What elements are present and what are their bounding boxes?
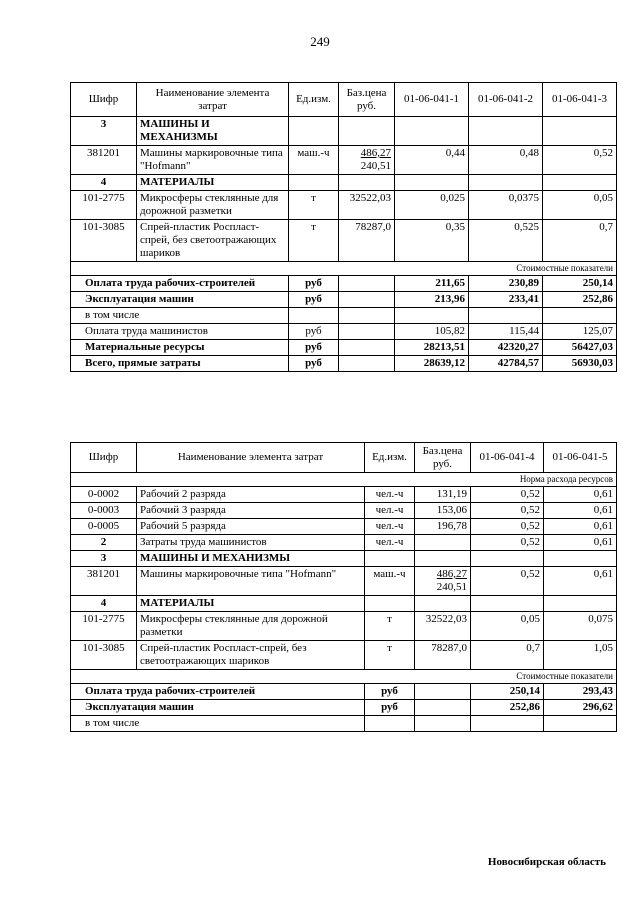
cost-value: 213,96 [395, 292, 469, 308]
row-name: Рабочий 2 разряда [137, 487, 365, 503]
cost-value: 42784,57 [469, 356, 543, 372]
table-row [71, 700, 617, 716]
cost-unit: руб [289, 292, 339, 308]
row-value: 0,52 [471, 487, 544, 503]
table-row [71, 220, 617, 262]
row-unit: чел.-ч [365, 535, 415, 551]
cost-name: в том числе [71, 308, 289, 324]
cost-value: 293,43 [544, 684, 617, 700]
cost-section-title: Стоимостные показатели [71, 262, 617, 276]
header-col-041-4: 01-06-041-4 [471, 443, 544, 473]
cost-unit: руб [289, 356, 339, 372]
table-row [71, 191, 617, 220]
row-code: 0-0005 [71, 519, 137, 535]
table-row [71, 567, 617, 596]
row-price: 131,19 [415, 487, 471, 503]
header-row [71, 443, 617, 473]
cost-value: 105,82 [395, 324, 469, 340]
header-price: Баз.цена руб. [339, 83, 395, 117]
row-value: 0,61 [544, 503, 617, 519]
row-unit: маш.-ч [289, 146, 339, 175]
row-code: 381201 [71, 567, 137, 596]
cost-value: 125,07 [543, 324, 617, 340]
header-row [71, 83, 617, 117]
cost-unit: руб [289, 324, 339, 340]
row-value: 0,61 [544, 535, 617, 551]
header-name: Наименование элемента затрат [137, 83, 289, 117]
row-unit: т [289, 191, 339, 220]
group-code: 3 [71, 551, 137, 567]
cost-value: 230,89 [469, 276, 543, 292]
row-price [415, 567, 471, 596]
row-value: 0,025 [395, 191, 469, 220]
row-unit: т [365, 612, 415, 641]
row-value: 0,35 [395, 220, 469, 262]
row-value: 0,05 [543, 191, 617, 220]
row-price: 196,78 [415, 519, 471, 535]
header-col-041-1: 01-06-041-1 [395, 83, 469, 117]
cost-value: 115,44 [469, 324, 543, 340]
price-current: 486,27 [360, 147, 391, 159]
header-name: Наименование элемента затрат [137, 443, 365, 473]
cost-unit: руб [289, 276, 339, 292]
cost-name: Эксплуатация машин [71, 700, 365, 716]
row-name: Машины маркировочные типа "Hofmann" [137, 567, 365, 596]
section-row [71, 473, 617, 487]
table-row [71, 356, 617, 372]
row-code: 0-0003 [71, 503, 137, 519]
cost-unit: руб [289, 340, 339, 356]
table-row [71, 146, 617, 175]
row-code: 2 [71, 535, 137, 551]
cost-section-title: Стоимостные показатели [71, 670, 617, 684]
row-unit: т [289, 220, 339, 262]
page-number: 249 [310, 34, 330, 49]
table-row [71, 308, 617, 324]
section-row [71, 262, 617, 276]
cost-name: Материальные ресурсы [71, 340, 289, 356]
group-title: МАТЕРИАЛЫ [137, 596, 365, 612]
row-value: 0,7 [471, 641, 544, 670]
table-row [71, 596, 617, 612]
table-row [71, 340, 617, 356]
row-name: Затраты труда машинистов [137, 535, 365, 551]
table-row [71, 519, 617, 535]
row-price: 153,06 [415, 503, 471, 519]
row-price: 78287,0 [415, 641, 471, 670]
header-code: Шифр [71, 83, 137, 117]
price-current: 486,27 [436, 568, 467, 580]
cost-value: 28213,51 [395, 340, 469, 356]
table-row [71, 292, 617, 308]
table-row [71, 684, 617, 700]
row-value: 0,525 [469, 220, 543, 262]
group-code: 3 [71, 117, 137, 146]
cost-name: Оплата труда машинистов [71, 324, 289, 340]
row-value: 0,52 [471, 535, 544, 551]
row-code: 101-2775 [71, 612, 137, 641]
row-code: 381201 [71, 146, 137, 175]
row-value: 0,61 [544, 519, 617, 535]
table-row [71, 551, 617, 567]
row-value: 0,05 [471, 612, 544, 641]
row-code: 101-3085 [71, 641, 137, 670]
row-price [339, 146, 395, 175]
table-row [71, 117, 617, 146]
row-name: Рабочий 5 разряда [137, 519, 365, 535]
row-value: 0,44 [395, 146, 469, 175]
row-value: 0,52 [471, 519, 544, 535]
table-row [71, 503, 617, 519]
row-unit: маш.-ч [365, 567, 415, 596]
table-row [71, 612, 617, 641]
row-price: 78287,0 [339, 220, 395, 262]
row-price: 32522,03 [339, 191, 395, 220]
row-value: 0,61 [544, 487, 617, 503]
group-title: МАТЕРИАЛЫ [137, 175, 289, 191]
table-row [71, 641, 617, 670]
row-name: Микросферы стеклянные для дорожной разметки [137, 191, 289, 220]
row-name: Спрей-пластик Роспласт-спрей, без светоотражающих шариков [137, 641, 365, 670]
cost-value: 233,41 [469, 292, 543, 308]
row-name: Спрей-пластик Роспласт-спрей, без светоотражающих шариков [137, 220, 289, 262]
row-value: 0,61 [544, 567, 617, 596]
row-value: 0,0375 [469, 191, 543, 220]
cost-value: 252,86 [471, 700, 544, 716]
cost-name: Оплата труда рабочих-строителей [71, 276, 289, 292]
row-value: 0,52 [471, 503, 544, 519]
row-price: 32522,03 [415, 612, 471, 641]
footer-region: Новосибирская область [487, 856, 606, 868]
row-value: 1,05 [544, 641, 617, 670]
group-code: 4 [71, 596, 137, 612]
cost-name: Оплата труда рабочих-строителей [71, 684, 365, 700]
cost-unit: руб [365, 700, 415, 716]
norms-table-2 [70, 442, 617, 732]
price-base: 240,51 [436, 581, 467, 593]
header-col-041-2: 01-06-041-2 [469, 83, 543, 117]
header-col-041-5: 01-06-041-5 [544, 443, 617, 473]
header-col-041-3: 01-06-041-3 [543, 83, 617, 117]
cost-unit: руб [365, 684, 415, 700]
price-base: 240,51 [360, 160, 391, 172]
norm-section-title: Норма расхода ресурсов [71, 473, 617, 487]
row-code: 101-2775 [71, 191, 137, 220]
row-name: Микросферы стеклянные для дорожной разметки [137, 612, 365, 641]
table-row [71, 175, 617, 191]
table-row [71, 487, 617, 503]
cost-name: Эксплуатация машин [71, 292, 289, 308]
row-value: 0,48 [469, 146, 543, 175]
table-row [71, 324, 617, 340]
cost-value: 56930,03 [543, 356, 617, 372]
norms-table-1 [70, 82, 617, 372]
row-value: 0,52 [543, 146, 617, 175]
row-code: 0-0002 [71, 487, 137, 503]
row-value: 0,075 [544, 612, 617, 641]
cost-name: в том числе [71, 716, 365, 732]
group-code: 4 [71, 175, 137, 191]
cost-value: 42320,27 [469, 340, 543, 356]
table-row [71, 716, 617, 732]
table-row [71, 276, 617, 292]
group-title: МАШИНЫ И МЕХАНИЗМЫ [137, 551, 365, 567]
row-unit: чел.-ч [365, 487, 415, 503]
header-unit: Ед.изм. [289, 83, 339, 117]
cost-name: Всего, прямые затраты [71, 356, 289, 372]
cost-value: 56427,03 [543, 340, 617, 356]
cost-value: 296,62 [544, 700, 617, 716]
row-value: 0,52 [471, 567, 544, 596]
row-unit: т [365, 641, 415, 670]
cost-value: 211,65 [395, 276, 469, 292]
row-code: 101-3085 [71, 220, 137, 262]
row-name: Машины маркировочные типа "Hofmann" [137, 146, 289, 175]
group-title: МАШИНЫ И МЕХАНИЗМЫ [137, 117, 289, 146]
cost-value: 250,14 [471, 684, 544, 700]
section-row [71, 670, 617, 684]
row-unit: чел.-ч [365, 503, 415, 519]
cost-value: 252,86 [543, 292, 617, 308]
row-value: 0,7 [543, 220, 617, 262]
table-row [71, 535, 617, 551]
row-unit: чел.-ч [365, 519, 415, 535]
header-code: Шифр [71, 443, 137, 473]
header-price: Баз.цена руб. [415, 443, 471, 473]
cost-value: 28639,12 [395, 356, 469, 372]
header-unit: Ед.изм. [365, 443, 415, 473]
row-name: Рабочий 3 разряда [137, 503, 365, 519]
cost-value: 250,14 [543, 276, 617, 292]
